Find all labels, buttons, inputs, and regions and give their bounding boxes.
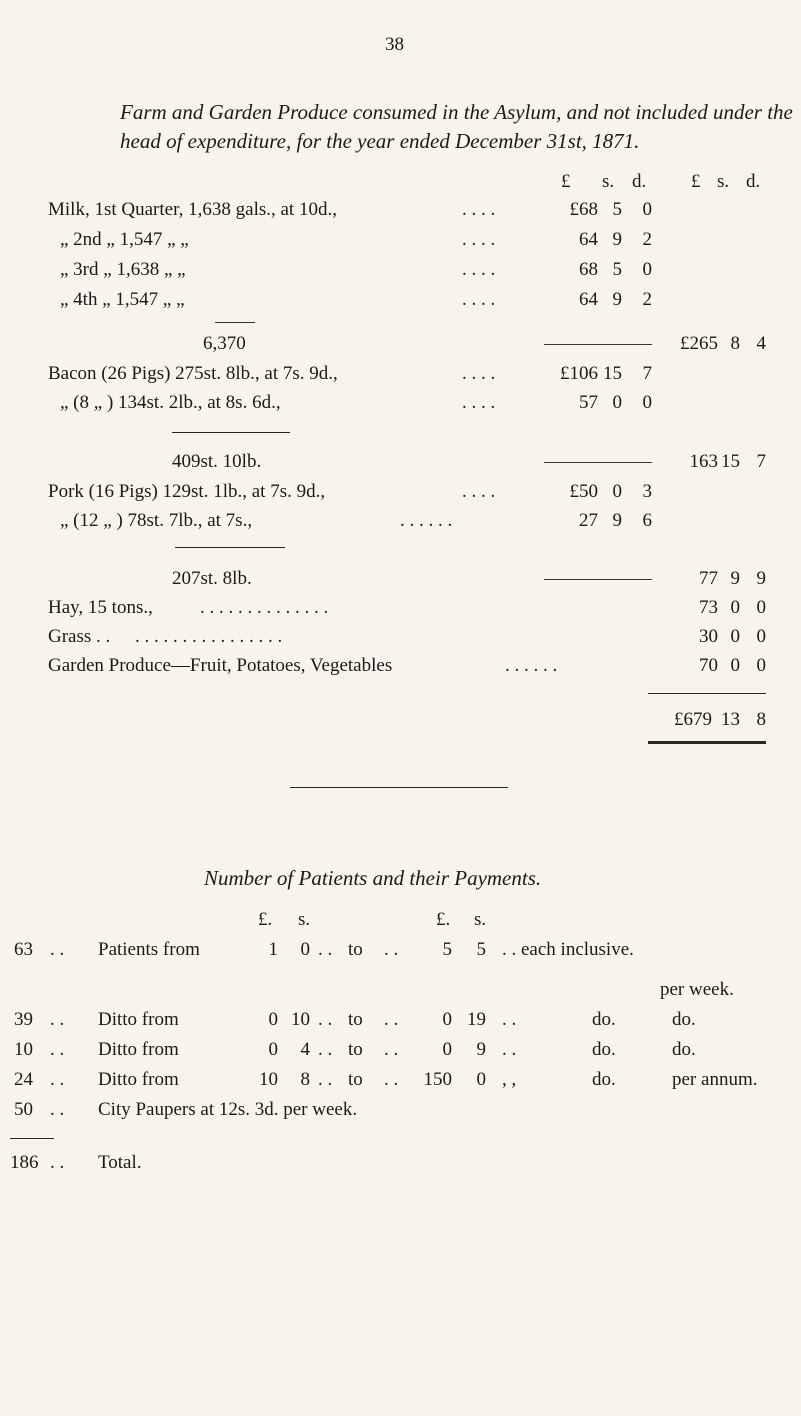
from-shillings: 8 [300, 1069, 310, 1090]
col-head-pence: d. [746, 171, 761, 192]
amount-shillings: 0 [730, 626, 740, 647]
column-rule [544, 579, 652, 580]
per-week-note: per week. [660, 979, 734, 1000]
count-leader-dots: . . [50, 1152, 65, 1173]
amount-shillings: 0 [612, 392, 622, 413]
section-total-shillings: 9 [730, 568, 740, 589]
from-pounds: 0 [268, 1009, 278, 1030]
rate-col2: do. [672, 1039, 696, 1060]
amount-pence: 0 [756, 597, 766, 618]
leader-dots: . . [318, 1039, 333, 1060]
row-leader-dots: . . . . [462, 363, 496, 384]
row-tail: . . [502, 1039, 517, 1060]
row-label: Grass . . [48, 626, 111, 647]
col-head-shillings: s. [717, 171, 730, 192]
to-pounds: 5 [442, 939, 452, 960]
amount-pounds: 64 [579, 289, 598, 310]
row-leader-dots: . . . . . . [400, 510, 453, 531]
amount-pounds: 27 [579, 510, 598, 531]
grand-total-shillings: 13 [721, 709, 740, 730]
amount-pounds: £50 [569, 481, 598, 502]
bacon-total-quantity: 409st. 10lb. [172, 451, 262, 472]
section-total-pounds: £265 [680, 333, 718, 354]
row-leader-dots: . . . . [462, 229, 496, 250]
page-number: 38 [385, 34, 404, 55]
row-tail: . . [502, 1009, 517, 1030]
leader-dots: . . [384, 939, 399, 960]
amount-shillings: 5 [612, 259, 622, 280]
amount-pounds: 64 [579, 229, 598, 250]
section-total-shillings: 15 [721, 451, 740, 472]
milk-total-quantity: 6,370 [203, 333, 246, 354]
col-head-shillings: s. [602, 171, 615, 192]
count-leader-dots: . . [50, 1069, 65, 1090]
amount-pounds: 30 [699, 626, 718, 647]
col-head-pence: d. [632, 171, 647, 192]
amount-pence: 0 [642, 259, 652, 280]
leader-dots: . . [318, 939, 333, 960]
patient-count: 10 [14, 1039, 33, 1060]
amount-pounds: 70 [699, 655, 718, 676]
to-shillings: 5 [476, 939, 486, 960]
amount-shillings: 0 [730, 597, 740, 618]
to-shillings: 0 [476, 1069, 486, 1090]
column-rule [544, 462, 652, 463]
patient-count: 24 [14, 1069, 33, 1090]
row-leader-dots: . . . . . . . . . . . . . . . . [135, 626, 283, 647]
col-head-pounds: £ [691, 171, 701, 192]
produce-title-line2: head of expenditure, for the year ended December 31st, 1871. [120, 129, 640, 153]
amount-shillings: 15 [603, 363, 622, 384]
row-label: „ (8 „ ) 134st. 2lb., at 8s. 6d., [60, 392, 281, 413]
to-head-shillings: s. [474, 909, 487, 930]
row-label: „ (12 „ ) 78st. 7lb., at 7s., [60, 510, 253, 531]
to-pounds: 150 [423, 1069, 452, 1090]
subtotal-rule [175, 547, 285, 548]
amount-pence: 2 [642, 289, 652, 310]
row-label: Pork (16 Pigs) 129st. 1lb., at 7s. 9d., [48, 481, 326, 502]
row-label: Ditto from [98, 1039, 179, 1060]
to-shillings: 19 [467, 1009, 486, 1030]
amount-pounds: £68 [569, 199, 598, 220]
rate-col1: do. [592, 1069, 616, 1090]
grand-total-double-rule [648, 741, 766, 744]
row-leader-dots: . . . . [462, 481, 496, 502]
amount-shillings: 9 [612, 510, 622, 531]
row-tail: . . each inclusive. [502, 939, 634, 960]
from-pounds: 1 [268, 939, 278, 960]
row-label: Milk, 1st Quarter, 1,638 gals., at 10d., [48, 199, 337, 220]
section-divider [290, 787, 508, 788]
from-shillings: 10 [291, 1009, 310, 1030]
patient-count: 63 [14, 939, 33, 960]
leader-dots: . . [384, 1069, 399, 1090]
patient-count: 50 [14, 1099, 33, 1120]
section-total-pence: 4 [756, 333, 766, 354]
row-leader-dots: . . . . . . [505, 655, 558, 676]
from-head-shillings: s. [298, 909, 311, 930]
col-head-pounds: £ [561, 171, 571, 192]
amount-pence: 2 [642, 229, 652, 250]
amount-shillings: 0 [612, 481, 622, 502]
grand-total-pounds: £679 [674, 709, 712, 730]
row-label: Hay, 15 tons., [48, 597, 153, 618]
pork-total-quantity: 207st. 8lb. [172, 568, 252, 589]
to-head-pounds: £. [436, 909, 451, 930]
from-shillings: 0 [300, 939, 310, 960]
rate-col1: do. [592, 1039, 616, 1060]
from-head-pounds: £. [258, 909, 273, 930]
total-count: 186 [10, 1152, 39, 1173]
row-label: „ 2nd „ 1,547 „ „ [60, 229, 189, 250]
column-rule [544, 344, 652, 345]
amount-pounds: 73 [699, 597, 718, 618]
amount-pence: 0 [642, 199, 652, 220]
amount-shillings: 9 [612, 229, 622, 250]
amount-pence: 0 [756, 626, 766, 647]
row-label: „ 4th „ 1,547 „ „ [60, 289, 185, 310]
to-word: to [348, 1069, 363, 1090]
produce-title-line1: Farm and Garden Produce consumed in the Asylum, and not included under the [120, 100, 793, 124]
from-pounds: 0 [268, 1039, 278, 1060]
amount-pence: 7 [642, 363, 652, 384]
to-word: to [348, 1009, 363, 1030]
amount-pounds: 57 [579, 392, 598, 413]
to-pounds: 0 [442, 1039, 452, 1060]
to-word: to [348, 1039, 363, 1060]
leader-dots: . . [318, 1009, 333, 1030]
amount-shillings: 5 [612, 199, 622, 220]
grand-total-rule [648, 693, 766, 694]
section-total-pence: 7 [756, 451, 766, 472]
amount-pence: 6 [642, 510, 652, 531]
amount-shillings: 0 [730, 655, 740, 676]
patient-count: 39 [14, 1009, 33, 1030]
row-label: Ditto from [98, 1009, 179, 1030]
section-total-pounds: 163 [689, 451, 718, 472]
section-total-pence: 9 [756, 568, 766, 589]
row-label: „ 3rd „ 1,638 „ „ [60, 259, 186, 280]
patients-title: Number of Patients and their Payments. [204, 866, 542, 890]
from-pounds: 10 [259, 1069, 278, 1090]
row-leader-dots: . . . . [462, 289, 496, 310]
leader-dots: . . [318, 1069, 333, 1090]
total-label: Total. [98, 1152, 142, 1173]
rate-col2: per annum. [672, 1069, 758, 1090]
amount-pence: 3 [642, 481, 652, 502]
count-leader-dots: . . [50, 1099, 65, 1120]
to-pounds: 0 [442, 1009, 452, 1030]
to-shillings: 9 [476, 1039, 486, 1060]
row-leader-dots: . . . . [462, 259, 496, 280]
row-leader-dots: . . . . [462, 199, 496, 220]
section-total-shillings: 8 [730, 333, 740, 354]
amount-pence: 0 [756, 655, 766, 676]
to-word: to [348, 939, 363, 960]
amount-shillings: 9 [612, 289, 622, 310]
total-rule [10, 1138, 54, 1139]
row-label: City Paupers at 12s. 3d. per week. [98, 1099, 358, 1120]
leader-dots: . . [384, 1039, 399, 1060]
amount-pounds: £106 [560, 363, 598, 384]
row-label: Patients from [98, 939, 200, 960]
row-leader-dots: . . . . [462, 392, 496, 413]
row-label: Bacon (26 Pigs) 275st. 8lb., at 7s. 9d., [48, 363, 338, 384]
leader-dots: . . [384, 1009, 399, 1030]
section-total-pounds: 77 [699, 568, 718, 589]
rate-col2: do. [672, 1009, 696, 1030]
count-leader-dots: . . [50, 1009, 65, 1030]
row-leader-dots: . . . . . . . . . . . . . . [200, 597, 329, 618]
row-label: Garden Produce—Fruit, Potatoes, Vegetables [48, 655, 393, 676]
subtotal-rule [172, 432, 290, 433]
count-leader-dots: . . [50, 1039, 65, 1060]
subtotal-rule [215, 322, 255, 323]
grand-total-pence: 8 [756, 709, 766, 730]
row-tail: , , [502, 1069, 517, 1090]
amount-pounds: 68 [579, 259, 598, 280]
count-leader-dots: . . [50, 939, 65, 960]
amount-pence: 0 [642, 392, 652, 413]
row-label: Ditto from [98, 1069, 179, 1090]
rate-col1: do. [592, 1009, 616, 1030]
from-shillings: 4 [300, 1039, 310, 1060]
